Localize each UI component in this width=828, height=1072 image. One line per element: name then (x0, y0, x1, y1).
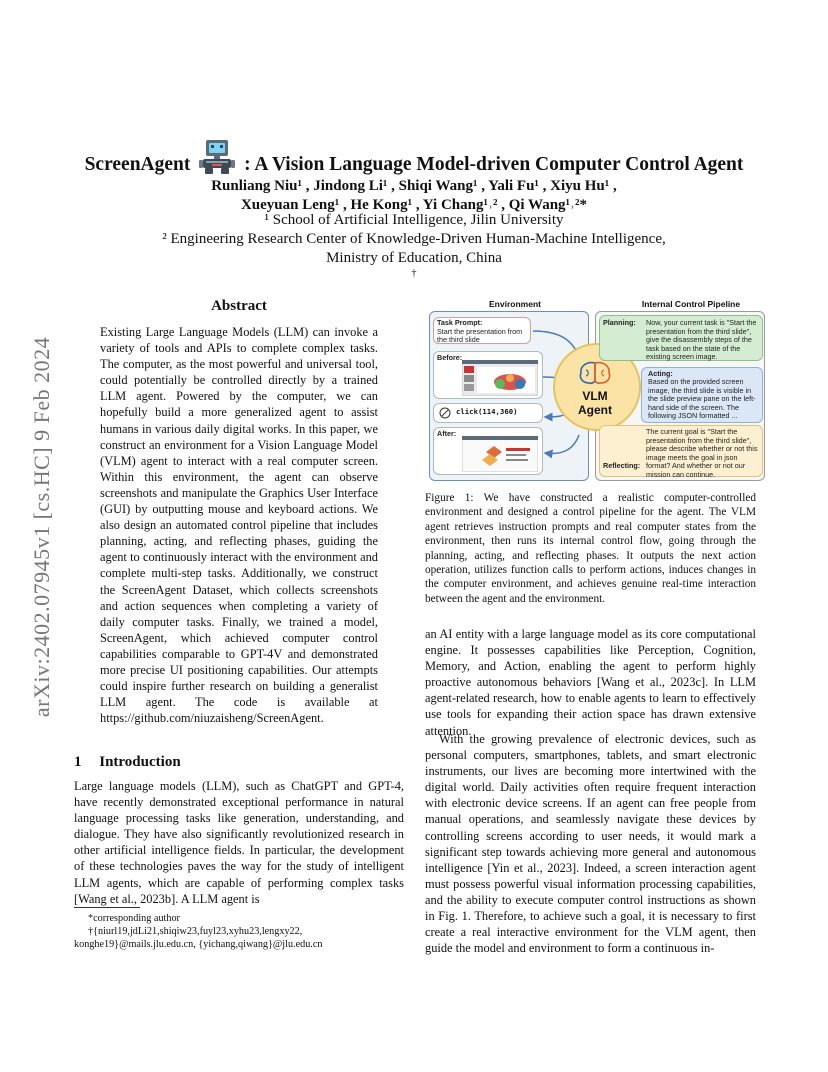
planning-text: Now, your current task is "Start the presentation from the third slide", give the disassembly steps of the task based on the state of the existing screen image. (646, 318, 757, 362)
link-icon (439, 407, 451, 419)
after-label: After: (437, 429, 457, 438)
affiliation-2: ² Engineering Research Center of Knowledge-Driven Human-Machine Intelligence, (162, 231, 666, 247)
robot-logo-icon (197, 138, 237, 178)
vlm-agent-label (553, 389, 637, 417)
right-paragraph-1: an AI entity with a large language model as its core computational engine. It possesses capabilities like Perception, Cognition, Memory, and Action, enabling the agent to perform highly proactive autonomous behaviors [Wang et al., 2023c]. In LLM agent-related research, how to enable agents to learn to effectively use tools for expanding their action space has drawn extensive attention. (425, 627, 756, 738)
arxiv-stamp (22, 292, 62, 762)
affiliation-dagger: † (411, 268, 417, 279)
abstract-heading: Abstract (211, 298, 267, 314)
task-prompt-text: Start the presentation from the third slide (437, 326, 523, 345)
agent-label-line-1: VLM (582, 389, 608, 403)
footnote-emails-1: †{niurl19,jdLi21,shiqiw23,fuyl23,xyhu23,lengxy22, (88, 926, 303, 937)
task-prompt-box (433, 317, 531, 344)
agent-label-line-2: Agent (578, 403, 612, 417)
section-heading-introduction (74, 754, 181, 771)
brain-icon (577, 361, 613, 385)
acting-box (641, 367, 763, 423)
arxiv-stamp-text: arXiv:2402.07945v1 [cs.HC] 9 Feb 2024 (29, 336, 54, 718)
reflecting-text: The current goal is "Start the presentation from the third slide", please describe whether or not this image meets the goal in json format? And whether or not our mission can continue. (646, 427, 758, 479)
figure-pipeline-header: Internal Control Pipeline (641, 299, 741, 309)
authors-line-2: Xueyuan Leng¹ , He Kong¹ , Yi Chang¹˒² , Qi Wang¹˒²* (240, 197, 588, 213)
footnote-corresponding: *corresponding author (88, 913, 180, 924)
figure-1 (425, 297, 765, 483)
section-number: 1 (74, 754, 82, 770)
authors-line-1: Runliang Niu¹ , Jindong Li¹ , Shiqi Wang¹ , Yali Fu¹ , Xiyu Hu¹ , (211, 178, 617, 194)
footnote-emails-2: konghe19}@mails.jlu.edu.cn, {yichang,qiwang}@jlu.edu.cn (74, 939, 323, 950)
reflecting-label: Reflecting: (603, 461, 641, 470)
section-title: Introduction (99, 754, 181, 770)
planning-label: Planning: (603, 318, 636, 327)
intro-paragraph-1: Large language models (LLM), such as ChatGPT and GPT-4, have recently demonstrated exceptional performance in natural language processing tasks like generation, understanding, and dialogue. They have also significantly revolutionized research in other artificial intelligence fields. In particular, the development of these technologies paves the way for the study of intelligent LLM agents, which are capable of performing complex tasks [Wang et al., 2023b]. A LLM agent is (74, 779, 404, 906)
acting-text: Based on the provided screen image, the third slide is visible in the slide preview pane on the left-hand side of the screen. The following JSON formatted ... (648, 377, 756, 421)
acting-label: Acting: (648, 369, 673, 378)
footnote-rule (74, 907, 140, 908)
affiliation-3: Ministry of Education, China (326, 250, 502, 266)
title-after: : A Vision Language Model-driven Computer Control Agent (244, 154, 744, 175)
right-paragraph-2: With the growing prevalence of electronic devices, such as personal computers, smartphones, tablets, and smart electronic instruments, our lives are becoming more intertwined with the digital world. Daily activities often require frequent interaction with electronic device screens. If an agent can free people from manual operations, and seamlessly navigate these devices by controlling screens according to user needs, it would mark a significant step towards achieving more general and autonomous intelligence [Yin et al., 2023]. Indeed, a screen interaction agent must possess powerful visual information processing capabilities, and the ability to execute computer control instructions as shown in Fig. 1. Therefore, to achieve such a goal, it is necessary to first create a real interactive environment for the VLM agent, then guide the model and environment to form a continuous in- (425, 732, 756, 956)
action-call-text: click(114,360) (456, 407, 518, 416)
figure-1-caption: Figure 1: We have constructed a realistic computer-controlled environment and designed a control pipeline for the agent. The VLM agent retrieves instruction prompts and real computer states from the environment, then runs its internal control flow, going through the planning, acting, and reflecting phases. It outputs the next action operation, utilizes function calls to perform actions, induces changes in the computer environment, and achieves genuine real-time interaction between the agent and the environment. (425, 492, 756, 605)
figure-env-header: Environment (489, 299, 541, 309)
title-before: ScreenAgent (84, 154, 191, 175)
affiliation-1: ¹ School of Artificial Intelligence, Jilin University (264, 212, 564, 228)
before-label: Before: (437, 353, 463, 362)
reflecting-box (599, 425, 763, 477)
abstract-text: Existing Large Language Models (LLM) can invoke a variety of tools and APIs to complete complex tasks. The computer, as the most powerful and universal tool, could potentially be controlled directly by a trained LLM agent. Powered by the computer, we can hopefully build a more generalized agent to assist humans in various daily digital works. In this paper, we construct an environment for a Vision Language Model (VLM) agent to interact with a real computer screen. Within this environment, the agent can observe screenshots and manipulate the Graphics User Interface (GUI) by outputting mouse and keyboard actions. We also design an automated control pipeline that includes planning, acting, and reflecting phases, guiding the agent to continuously interact with the environment and complete multi-step tasks. Additionally, we construct the ScreenAgent Dataset, which collects screenshots and action sequences when completing a variety of daily computer tasks. Finally, we trained a model, ScreenAgent, which achieved computer control capabilities comparable to GPT-4V and demonstrated more precise UI positioning capabilities. Our attempts could inspire further research on building a generalist LLM agent. The code is available at https://github.com/niuzaisheng/ScreenAgent. (100, 325, 378, 726)
task-prompt-label: Task Prompt: (437, 318, 483, 327)
paper-title (60, 138, 768, 178)
planning-box (599, 315, 763, 361)
